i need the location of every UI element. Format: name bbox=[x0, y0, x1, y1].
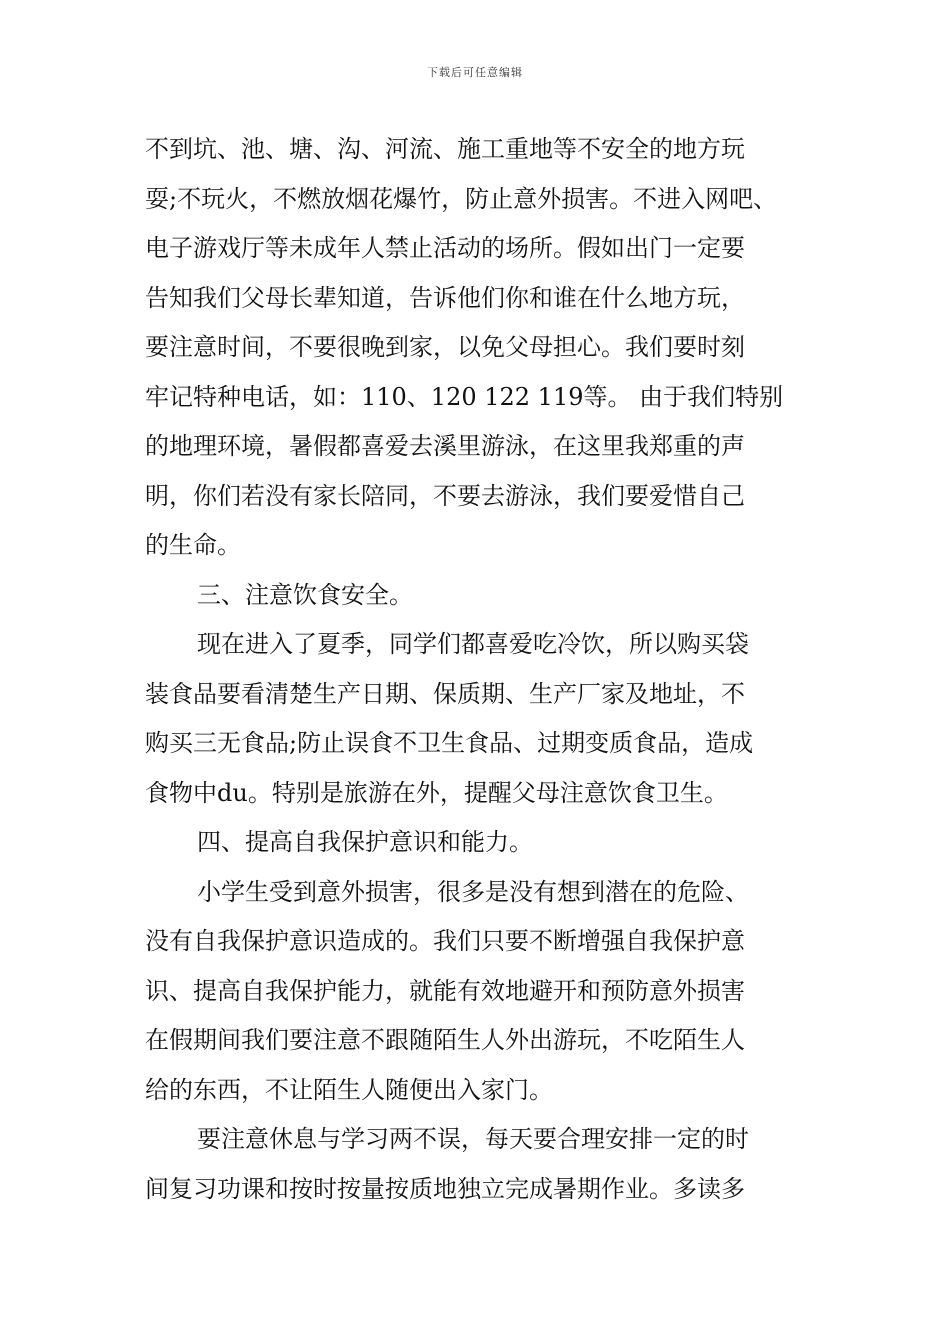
text-line: 的生命。 bbox=[145, 531, 241, 559]
text-line: 间复习功课和按时按量按质地独立完成暑期作业。多读多 bbox=[145, 1174, 745, 1203]
body-text bbox=[145, 125, 825, 1214]
section-heading: 四、提高自我保护意识和能力。 bbox=[197, 828, 533, 856]
text-line: 要注意时间，不要很晚到家，以免父母担心。我们要时刻 bbox=[145, 333, 745, 361]
text-line: 装食品要看清楚生产日期、保质期、生产厂家及地址，不 bbox=[145, 679, 745, 708]
text-line: 在假期间我们要注意不跟随陌生人外出游玩，不吃陌生人 bbox=[145, 1026, 745, 1054]
text-line: 耍;不玩火，不燃放烟花爆竹，防止意外损害。不进入网吧、 bbox=[145, 184, 778, 213]
text-line: 的地理环境，暑假都喜爱去溪里游泳，在这里我郑重的声 bbox=[145, 432, 745, 460]
text-line: 牢记特种电话，如：110、120 122 119等。 由于我们特别 bbox=[145, 382, 784, 411]
text-line: 给的东西，不让陌生人随便出入家门。 bbox=[145, 1075, 553, 1104]
header-note: 下载后可任意编辑 bbox=[427, 66, 523, 79]
text-line: 食物中du。特别是旅游在外，提醒父母注意饮食卫生。 bbox=[145, 778, 728, 807]
text-line: 现在进入了夏季，同学们都喜爱吃冷饮，所以购买袋 bbox=[197, 630, 749, 658]
text-line: 购买三无食品;防止误食不卫生食品、过期变质食品，造成 bbox=[145, 729, 754, 757]
section-heading: 三、注意饮食安全。 bbox=[197, 580, 413, 609]
text-line: 明，你们若没有家长陪同，不要去游泳，我们要爱惜自己 bbox=[145, 481, 745, 510]
text-line: 识、提高自我保护能力，就能有效地避开和预防意外损害 bbox=[145, 976, 745, 1005]
text-line: 没有自我保护意识造成的。我们只要不断增强自我保护意 bbox=[145, 927, 745, 955]
text-line: 电子游戏厅等未成年人禁止活动的场所。假如出门一定要 bbox=[145, 234, 745, 262]
text-line: 要注意休息与学习两不误，每天要合理安排一定的时 bbox=[197, 1125, 749, 1153]
text-line: 不到坑、池、塘、沟、河流、施工重地等不安全的地方玩 bbox=[145, 135, 745, 163]
text-line: 告知我们父母长辈知道，告诉他们你和谁在什么地方玩， bbox=[145, 283, 745, 312]
text-line: 小学生受到意外损害，很多是没有想到潜在的危险、 bbox=[197, 877, 749, 906]
